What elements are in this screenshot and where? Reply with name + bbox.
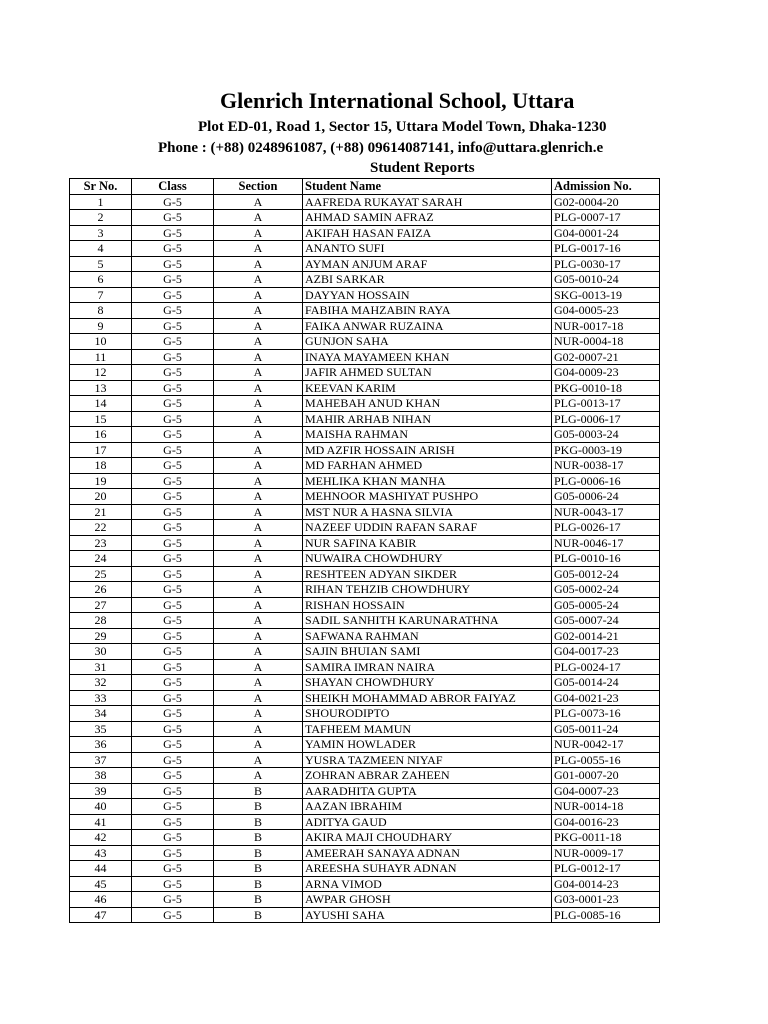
cell-section: B [214, 783, 303, 799]
cell-sr-no: 39 [70, 783, 132, 799]
cell-admission-no: G04-0007-23 [552, 783, 660, 799]
cell-section: A [214, 318, 303, 334]
cell-sr-no: 10 [70, 334, 132, 350]
cell-student-name: GUNJON SAHA [303, 334, 552, 350]
cell-section: A [214, 597, 303, 613]
cell-section: A [214, 582, 303, 598]
cell-sr-no: 15 [70, 411, 132, 427]
table-row [70, 365, 660, 381]
table-row [70, 706, 660, 722]
cell-sr-no: 32 [70, 675, 132, 691]
cell-section: A [214, 721, 303, 737]
cell-section: A [214, 644, 303, 660]
cell-admission-no: PKG-0011-18 [552, 830, 660, 846]
cell-section: A [214, 737, 303, 753]
cell-class: G-5 [132, 396, 214, 412]
cell-student-name: AHMAD SAMIN AFRAZ [303, 210, 552, 226]
cell-student-name: YUSRA TAZMEEN NIYAF [303, 752, 552, 768]
cell-class: G-5 [132, 287, 214, 303]
column-header-class: Class [132, 179, 214, 195]
cell-student-name: INAYA MAYAMEEN KHAN [303, 349, 552, 365]
cell-class: G-5 [132, 520, 214, 536]
cell-section: A [214, 365, 303, 381]
cell-class: G-5 [132, 442, 214, 458]
cell-sr-no: 25 [70, 566, 132, 582]
cell-student-name: AYUSHI SAHA [303, 907, 552, 923]
table-row [70, 675, 660, 691]
cell-sr-no: 35 [70, 721, 132, 737]
cell-section: A [214, 768, 303, 784]
cell-student-name: ARNA VIMOD [303, 876, 552, 892]
cell-sr-no: 40 [70, 799, 132, 815]
cell-student-name: AKIFAH HASAN FAIZA [303, 225, 552, 241]
cell-admission-no: G05-0007-24 [552, 613, 660, 629]
cell-admission-no: PLG-0073-16 [552, 706, 660, 722]
report-title: Student Reports [370, 160, 475, 176]
cell-section: A [214, 380, 303, 396]
cell-section: A [214, 256, 303, 272]
table-row [70, 628, 660, 644]
table-row [70, 551, 660, 567]
cell-class: G-5 [132, 303, 214, 319]
cell-class: G-5 [132, 566, 214, 582]
table-row [70, 225, 660, 241]
cell-sr-no: 24 [70, 551, 132, 567]
table-row [70, 349, 660, 365]
table-row [70, 876, 660, 892]
cell-sr-no: 37 [70, 752, 132, 768]
cell-student-name: AARADHITA GUPTA [303, 783, 552, 799]
cell-student-name: AKIRA MAJI CHOUDHARY [303, 830, 552, 846]
column-header-admission-no: Admission No. [552, 179, 660, 195]
cell-section: B [214, 876, 303, 892]
cell-admission-no: PLG-0007-17 [552, 210, 660, 226]
cell-admission-no: PKG-0010-18 [552, 380, 660, 396]
table-body [70, 194, 660, 923]
cell-sr-no: 3 [70, 225, 132, 241]
cell-admission-no: G02-0014-21 [552, 628, 660, 644]
cell-student-name: ZOHRAN ABRAR ZAHEEN [303, 768, 552, 784]
cell-student-name: MST NUR A HASNA SILVIA [303, 504, 552, 520]
school-contact: Phone : (+88) 0248961087, (+88) 09614087141, info@uttara.glenrich.e [158, 140, 604, 156]
cell-student-name: SHAYAN CHOWDHURY [303, 675, 552, 691]
cell-section: A [214, 334, 303, 350]
cell-admission-no: G04-0014-23 [552, 876, 660, 892]
cell-admission-no: G04-0021-23 [552, 690, 660, 706]
table-row [70, 768, 660, 784]
cell-admission-no: G02-0007-21 [552, 349, 660, 365]
cell-student-name: AMEERAH SANAYA ADNAN [303, 845, 552, 861]
cell-section: A [214, 752, 303, 768]
cell-sr-no: 18 [70, 458, 132, 474]
cell-class: G-5 [132, 241, 214, 257]
cell-section: A [214, 504, 303, 520]
cell-class: G-5 [132, 551, 214, 567]
cell-sr-no: 19 [70, 473, 132, 489]
cell-admission-no: NUR-0038-17 [552, 458, 660, 474]
cell-section: B [214, 814, 303, 830]
cell-section: A [214, 287, 303, 303]
cell-class: G-5 [132, 845, 214, 861]
table-row [70, 504, 660, 520]
cell-class: G-5 [132, 721, 214, 737]
cell-student-name: MD FARHAN AHMED [303, 458, 552, 474]
student-report-table [69, 178, 660, 923]
cell-sr-no: 14 [70, 396, 132, 412]
cell-section: A [214, 272, 303, 288]
cell-admission-no: PLG-0017-16 [552, 241, 660, 257]
cell-admission-no: G04-0001-24 [552, 225, 660, 241]
cell-admission-no: SKG-0013-19 [552, 287, 660, 303]
cell-class: G-5 [132, 783, 214, 799]
cell-student-name: RIHAN TEHZIB CHOWDHURY [303, 582, 552, 598]
cell-sr-no: 22 [70, 520, 132, 536]
cell-class: G-5 [132, 349, 214, 365]
cell-class: G-5 [132, 644, 214, 660]
cell-section: A [214, 613, 303, 629]
cell-sr-no: 13 [70, 380, 132, 396]
table-row [70, 210, 660, 226]
cell-student-name: AWPAR GHOSH [303, 892, 552, 908]
cell-admission-no: NUR-0009-17 [552, 845, 660, 861]
cell-section: A [214, 303, 303, 319]
cell-section: A [214, 442, 303, 458]
cell-admission-no: G04-0016-23 [552, 814, 660, 830]
cell-class: G-5 [132, 628, 214, 644]
table-row [70, 907, 660, 923]
cell-student-name: FAIKA ANWAR RUZAINA [303, 318, 552, 334]
table-row [70, 845, 660, 861]
cell-admission-no: PLG-0012-17 [552, 861, 660, 877]
cell-section: B [214, 861, 303, 877]
table-row [70, 690, 660, 706]
cell-admission-no: NUR-0043-17 [552, 504, 660, 520]
cell-section: B [214, 892, 303, 908]
cell-sr-no: 28 [70, 613, 132, 629]
cell-sr-no: 20 [70, 489, 132, 505]
cell-sr-no: 11 [70, 349, 132, 365]
cell-admission-no: PLG-0085-16 [552, 907, 660, 923]
cell-student-name: MD AZFIR HOSSAIN ARISH [303, 442, 552, 458]
cell-class: G-5 [132, 473, 214, 489]
cell-class: G-5 [132, 210, 214, 226]
cell-class: G-5 [132, 690, 214, 706]
cell-sr-no: 34 [70, 706, 132, 722]
cell-class: G-5 [132, 814, 214, 830]
cell-class: G-5 [132, 411, 214, 427]
school-address: Plot ED-01, Road 1, Sector 15, Uttara Model Town, Dhaka-1230 [198, 119, 607, 135]
cell-class: G-5 [132, 876, 214, 892]
cell-admission-no: G04-0017-23 [552, 644, 660, 660]
cell-sr-no: 26 [70, 582, 132, 598]
cell-admission-no: NUR-0004-18 [552, 334, 660, 350]
cell-class: G-5 [132, 272, 214, 288]
cell-section: A [214, 566, 303, 582]
table-row [70, 458, 660, 474]
cell-class: G-5 [132, 706, 214, 722]
cell-sr-no: 12 [70, 365, 132, 381]
cell-admission-no: G05-0014-24 [552, 675, 660, 691]
school-name: Glenrich International School, Uttara [220, 88, 575, 113]
cell-student-name: AAZAN IBRAHIM [303, 799, 552, 815]
cell-class: G-5 [132, 861, 214, 877]
cell-class: G-5 [132, 225, 214, 241]
table-row [70, 613, 660, 629]
cell-student-name: RISHAN HOSSAIN [303, 597, 552, 613]
cell-sr-no: 16 [70, 427, 132, 443]
cell-student-name: DAYYAN HOSSAIN [303, 287, 552, 303]
cell-student-name: NUWAIRA CHOWDHURY [303, 551, 552, 567]
cell-admission-no: NUR-0017-18 [552, 318, 660, 334]
cell-section: A [214, 473, 303, 489]
cell-class: G-5 [132, 597, 214, 613]
cell-admission-no: PLG-0006-16 [552, 473, 660, 489]
cell-class: G-5 [132, 799, 214, 815]
cell-section: A [214, 520, 303, 536]
table-row [70, 194, 660, 210]
cell-student-name: SAFWANA RAHMAN [303, 628, 552, 644]
cell-student-name: SHEIKH MOHAMMAD ABROR FAIYAZ [303, 690, 552, 706]
cell-admission-no: PLG-0010-16 [552, 551, 660, 567]
cell-class: G-5 [132, 892, 214, 908]
cell-sr-no: 8 [70, 303, 132, 319]
cell-class: G-5 [132, 458, 214, 474]
cell-sr-no: 21 [70, 504, 132, 520]
cell-sr-no: 5 [70, 256, 132, 272]
cell-class: G-5 [132, 582, 214, 598]
cell-sr-no: 2 [70, 210, 132, 226]
cell-section: B [214, 830, 303, 846]
cell-section: A [214, 194, 303, 210]
table-row [70, 830, 660, 846]
cell-section: A [214, 628, 303, 644]
cell-class: G-5 [132, 752, 214, 768]
cell-student-name: RESHTEEN ADYAN SIKDER [303, 566, 552, 582]
cell-student-name: AZBI SARKAR [303, 272, 552, 288]
table-row [70, 287, 660, 303]
cell-admission-no: G05-0002-24 [552, 582, 660, 598]
table-row [70, 783, 660, 799]
cell-sr-no: 6 [70, 272, 132, 288]
cell-class: G-5 [132, 830, 214, 846]
cell-section: A [214, 427, 303, 443]
table-row [70, 520, 660, 536]
cell-student-name: ADITYA GAUD [303, 814, 552, 830]
cell-section: A [214, 396, 303, 412]
cell-sr-no: 30 [70, 644, 132, 660]
cell-class: G-5 [132, 659, 214, 675]
cell-sr-no: 17 [70, 442, 132, 458]
cell-student-name: TAFHEEM MAMUN [303, 721, 552, 737]
table-row [70, 489, 660, 505]
cell-sr-no: 4 [70, 241, 132, 257]
table-row [70, 535, 660, 551]
table-header-row [70, 179, 660, 195]
table-row [70, 861, 660, 877]
cell-class: G-5 [132, 334, 214, 350]
cell-section: A [214, 411, 303, 427]
cell-sr-no: 31 [70, 659, 132, 675]
cell-sr-no: 46 [70, 892, 132, 908]
cell-admission-no: G01-0007-20 [552, 768, 660, 784]
table-row [70, 318, 660, 334]
cell-section: A [214, 675, 303, 691]
cell-admission-no: NUR-0014-18 [552, 799, 660, 815]
table-row [70, 644, 660, 660]
cell-admission-no: G03-0001-23 [552, 892, 660, 908]
table-row [70, 411, 660, 427]
cell-sr-no: 47 [70, 907, 132, 923]
cell-admission-no: NUR-0042-17 [552, 737, 660, 753]
cell-sr-no: 42 [70, 830, 132, 846]
column-header-student-name: Student Name [303, 179, 552, 195]
table-row [70, 272, 660, 288]
cell-section: B [214, 799, 303, 815]
cell-sr-no: 43 [70, 845, 132, 861]
cell-section: B [214, 845, 303, 861]
cell-class: G-5 [132, 380, 214, 396]
cell-admission-no: PKG-0003-19 [552, 442, 660, 458]
cell-admission-no: PLG-0026-17 [552, 520, 660, 536]
cell-class: G-5 [132, 613, 214, 629]
cell-student-name: MEHLIKA KHAN MANHA [303, 473, 552, 489]
table-row [70, 582, 660, 598]
cell-sr-no: 9 [70, 318, 132, 334]
table-row [70, 256, 660, 272]
cell-sr-no: 29 [70, 628, 132, 644]
table-row [70, 473, 660, 489]
table-row [70, 892, 660, 908]
column-header-sr-no: Sr No. [70, 179, 132, 195]
cell-sr-no: 33 [70, 690, 132, 706]
table-row [70, 241, 660, 257]
cell-student-name: AYMAN ANJUM ARAF [303, 256, 552, 272]
cell-section: A [214, 349, 303, 365]
cell-class: G-5 [132, 365, 214, 381]
cell-section: B [214, 907, 303, 923]
cell-sr-no: 38 [70, 768, 132, 784]
cell-sr-no: 23 [70, 535, 132, 551]
cell-student-name: NUR SAFINA KABIR [303, 535, 552, 551]
cell-class: G-5 [132, 504, 214, 520]
cell-sr-no: 41 [70, 814, 132, 830]
cell-admission-no: G05-0011-24 [552, 721, 660, 737]
table-row [70, 334, 660, 350]
table-row [70, 659, 660, 675]
cell-section: A [214, 706, 303, 722]
table-row [70, 597, 660, 613]
cell-admission-no: G05-0010-24 [552, 272, 660, 288]
cell-class: G-5 [132, 675, 214, 691]
cell-student-name: MEHNOOR MASHIYAT PUSHPO [303, 489, 552, 505]
cell-class: G-5 [132, 318, 214, 334]
table-row [70, 799, 660, 815]
cell-section: A [214, 659, 303, 675]
table-row [70, 427, 660, 443]
cell-admission-no: PLG-0024-17 [552, 659, 660, 675]
cell-sr-no: 27 [70, 597, 132, 613]
table-row [70, 737, 660, 753]
table-row [70, 442, 660, 458]
cell-admission-no: G05-0005-24 [552, 597, 660, 613]
cell-class: G-5 [132, 489, 214, 505]
cell-admission-no: PLG-0055-16 [552, 752, 660, 768]
cell-student-name: MAHIR ARHAB NIHAN [303, 411, 552, 427]
cell-sr-no: 45 [70, 876, 132, 892]
table-row [70, 721, 660, 737]
cell-student-name: KEEVAN KARIM [303, 380, 552, 396]
cell-student-name: SAMIRA IMRAN NAIRA [303, 659, 552, 675]
cell-student-name: SADIL SANHITH KARUNARATHNA [303, 613, 552, 629]
cell-admission-no: G02-0004-20 [552, 194, 660, 210]
cell-student-name: SAJIN BHUIAN SAMI [303, 644, 552, 660]
cell-class: G-5 [132, 768, 214, 784]
cell-section: A [214, 690, 303, 706]
cell-admission-no: NUR-0046-17 [552, 535, 660, 551]
cell-class: G-5 [132, 194, 214, 210]
cell-student-name: AAFREDA RUKAYAT SARAH [303, 194, 552, 210]
cell-class: G-5 [132, 737, 214, 753]
cell-sr-no: 36 [70, 737, 132, 753]
table-row [70, 396, 660, 412]
cell-sr-no: 44 [70, 861, 132, 877]
table-row [70, 380, 660, 396]
cell-admission-no: G05-0003-24 [552, 427, 660, 443]
cell-section: A [214, 489, 303, 505]
cell-section: A [214, 241, 303, 257]
cell-class: G-5 [132, 256, 214, 272]
cell-section: A [214, 225, 303, 241]
cell-student-name: NAZEEF UDDIN RAFAN SARAF [303, 520, 552, 536]
cell-admission-no: G04-0009-23 [552, 365, 660, 381]
cell-student-name: JAFIR AHMED SULTAN [303, 365, 552, 381]
table-row [70, 566, 660, 582]
cell-section: A [214, 535, 303, 551]
cell-class: G-5 [132, 907, 214, 923]
cell-section: A [214, 458, 303, 474]
table-row [70, 303, 660, 319]
table-row [70, 814, 660, 830]
cell-student-name: MAISHA RAHMAN [303, 427, 552, 443]
cell-admission-no: G04-0005-23 [552, 303, 660, 319]
cell-admission-no: G05-0006-24 [552, 489, 660, 505]
cell-section: A [214, 210, 303, 226]
cell-class: G-5 [132, 535, 214, 551]
cell-student-name: ANANTO SUFI [303, 241, 552, 257]
cell-admission-no: PLG-0006-17 [552, 411, 660, 427]
cell-sr-no: 1 [70, 194, 132, 210]
cell-section: A [214, 551, 303, 567]
cell-student-name: YAMIN HOWLADER [303, 737, 552, 753]
cell-student-name: FABIHA MAHZABIN RAYA [303, 303, 552, 319]
cell-sr-no: 7 [70, 287, 132, 303]
cell-admission-no: PLG-0030-17 [552, 256, 660, 272]
cell-admission-no: G05-0012-24 [552, 566, 660, 582]
cell-student-name: SHOURODIPTO [303, 706, 552, 722]
cell-class: G-5 [132, 427, 214, 443]
cell-student-name: AREESHA SUHAYR ADNAN [303, 861, 552, 877]
table-row [70, 752, 660, 768]
cell-admission-no: PLG-0013-17 [552, 396, 660, 412]
cell-student-name: MAHEBAH ANUD KHAN [303, 396, 552, 412]
column-header-section: Section [214, 179, 303, 195]
